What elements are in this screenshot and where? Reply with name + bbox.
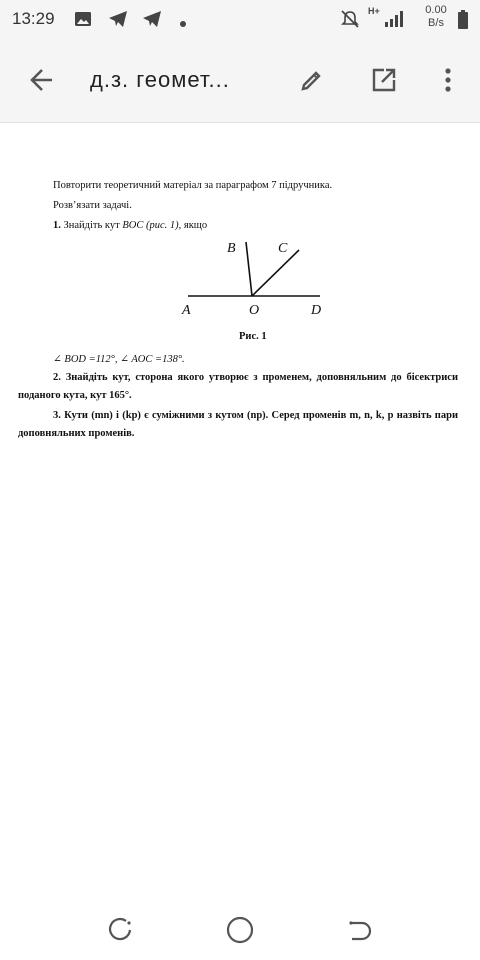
network-speed bbox=[422, 4, 450, 30]
open-external-icon bbox=[370, 66, 398, 94]
task-1-angle: BOC bbox=[122, 220, 144, 231]
figure-caption: Рис. 1 bbox=[239, 331, 267, 342]
speed-value: 0.00 bbox=[425, 4, 447, 16]
label-d: D bbox=[311, 303, 322, 318]
label-c: C bbox=[278, 241, 288, 256]
solve-line: Розв’язати задачі. bbox=[53, 200, 132, 211]
dot-icon bbox=[179, 15, 187, 33]
more-menu-button[interactable] bbox=[428, 60, 468, 100]
recents-button[interactable] bbox=[100, 910, 140, 950]
status-time: 13:29 bbox=[12, 9, 55, 28]
network-type: H+ bbox=[368, 6, 380, 16]
navigation-bar bbox=[0, 900, 480, 960]
ray-oc bbox=[252, 250, 299, 296]
pencil-icon bbox=[299, 67, 325, 93]
label-b: B bbox=[227, 241, 236, 256]
battery-icon bbox=[457, 10, 469, 35]
intro-line: Повторити теоретичний матеріал за параграфом 7 підручника. bbox=[53, 180, 333, 191]
speed-unit: B/s bbox=[428, 17, 444, 29]
task-1 bbox=[53, 220, 207, 231]
telegram-icon bbox=[142, 10, 162, 33]
home-button[interactable] bbox=[220, 910, 260, 950]
status-bar bbox=[0, 0, 480, 38]
task-1-text: Знайдіть кут bbox=[63, 220, 120, 231]
task-3-number: 3. bbox=[53, 410, 61, 421]
system-back-button[interactable] bbox=[340, 910, 380, 950]
label-a: A bbox=[182, 303, 191, 318]
task-2-text: Знайдіть кут, сторона якого утворює з променем, доповняльним до бісектриси поданого кута, кут 165°. bbox=[18, 372, 459, 401]
back-button[interactable] bbox=[22, 60, 62, 100]
edit-button[interactable] bbox=[292, 60, 332, 100]
task-1-tail: якщо bbox=[183, 220, 208, 231]
app-bar bbox=[0, 38, 480, 123]
arrow-left-icon bbox=[29, 67, 55, 93]
ray-ob bbox=[246, 242, 252, 296]
back-icon bbox=[346, 916, 374, 944]
document-page bbox=[0, 124, 480, 908]
task-1-number: 1. bbox=[53, 220, 61, 231]
more-vert-icon bbox=[443, 67, 453, 93]
task-1-given: ∠ BOD =112°, ∠ AOC =138°. bbox=[53, 354, 185, 365]
label-o: O bbox=[249, 303, 260, 318]
home-icon bbox=[225, 915, 255, 945]
telegram-icon bbox=[108, 10, 128, 33]
gallery-icon bbox=[74, 10, 92, 33]
document-title: д.з. геомет... bbox=[90, 67, 230, 92]
mute-icon bbox=[340, 9, 360, 34]
open-external-button[interactable] bbox=[364, 60, 404, 100]
signal-icon bbox=[384, 10, 406, 33]
task-3 bbox=[18, 407, 458, 443]
recents-icon bbox=[106, 916, 134, 944]
task-2 bbox=[18, 369, 458, 405]
task-1-ref: (рис. 1), bbox=[145, 220, 182, 231]
task-3-text: Кути (mn) і (kp) є суміжними з кутом (np). Серед променів m, n, k, p назвіть пари доповняльних променів. bbox=[18, 410, 458, 439]
task-2-number: 2. bbox=[53, 372, 61, 383]
